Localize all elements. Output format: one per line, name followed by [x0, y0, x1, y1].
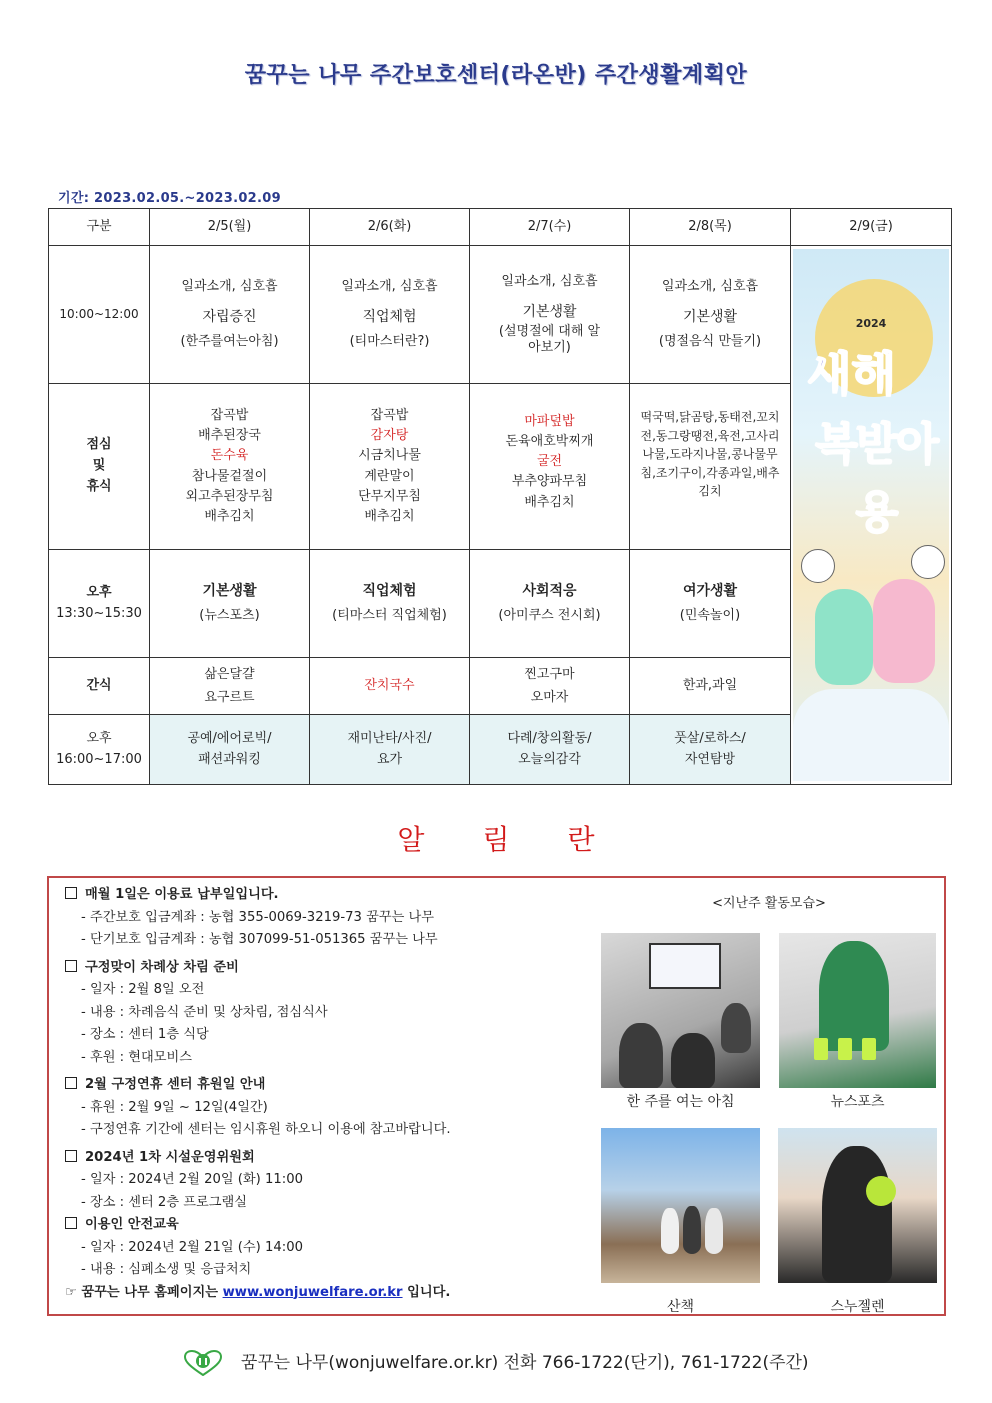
footer: [0, 1348, 992, 1376]
afternoon-main: 여가생활: [682, 582, 738, 599]
person-shape: [822, 1146, 892, 1283]
snack-mon: [150, 658, 310, 715]
morning-mon: [150, 246, 310, 384]
afternoon-sub: (뉴스포츠): [199, 608, 260, 624]
photo-walk: [601, 1128, 760, 1283]
checkbox-icon: [65, 1077, 77, 1089]
notice-list: [65, 884, 595, 1304]
notice-item: - 일자 : 2월 8일 오전: [81, 982, 205, 997]
notice-item: - 일자 : 2024년 2월 21일 (수) 14:00: [81, 1239, 304, 1255]
snack-thu: 한과,과일: [630, 658, 791, 715]
late-item: 오늘의감각: [518, 751, 581, 767]
photo-caption: 산책: [666, 1299, 695, 1315]
morning-intro: 일과소개, 심호흡: [341, 278, 438, 294]
person-shape: [705, 1208, 723, 1254]
photo-caption: 뉴스포츠: [830, 1094, 885, 1110]
afternoon-label: 오후: [86, 585, 112, 601]
morning-time: 10:00~12:00: [49, 246, 150, 384]
header-wed: 2/7(수): [470, 209, 630, 246]
lunch-label: [49, 384, 150, 550]
afternoon-main: 기본생활: [202, 582, 257, 599]
checkbox-icon: [65, 960, 77, 972]
person-shape: [671, 1033, 715, 1088]
snack-label: 간식: [49, 658, 150, 715]
lunch-mon: [150, 384, 310, 550]
notice-heading-holiday: [65, 1074, 595, 1097]
photo-caption: 한 주를 여는 아침: [626, 1094, 735, 1110]
lunch-tue: [310, 384, 470, 550]
notice-item: - 일자 : 2024년 2월 20일 (화) 11:00: [81, 1172, 304, 1187]
lunch-thu: 떡국떡,닭곰탕,동태전,꼬치전,동그랑땡전,육전,고사리나물,도라지나물,콩나물무침,조기구이,각종과일,배추김치: [630, 384, 791, 550]
snack-item: 삶은달걀: [204, 666, 255, 682]
menu-item: 외고추된장무침: [185, 488, 274, 504]
notice-heading-ancestral-table: [65, 957, 595, 980]
late-item: 요가: [376, 751, 403, 767]
morning-sub: (설명절에 대해 알아보기): [498, 323, 601, 356]
notice-item: - 단기보호 입금계좌 : 농협 307099-51-051365 꿈꾸는 나무: [81, 932, 438, 947]
late-mon: [150, 715, 310, 785]
afternoon-time: 13:30~15:30: [56, 605, 142, 621]
afternoon-mon: [150, 550, 310, 658]
afternoon-sub: (민속놀이): [679, 608, 741, 624]
notice-item: - 후원 : 현대모비스: [81, 1049, 192, 1065]
header-row: [49, 209, 952, 246]
photos-heading: <지난주 활동모습>: [712, 896, 826, 911]
lunch-label-2: 및: [92, 458, 106, 474]
menu-item: 배추김치: [204, 508, 255, 524]
snack-item: 찐고구마: [524, 666, 575, 682]
menu-item: 잡곡밥: [370, 408, 409, 424]
menu-item: 배추된장국: [198, 428, 261, 444]
morning-wed: [470, 246, 630, 384]
afternoon-tue: [310, 550, 470, 658]
photo-new-sports: [779, 933, 936, 1088]
footer-text: 꿈꾸는 나무(wonjuwelfare.or.kr) 전화 766-1722(단기), 761-1722(주간): [240, 1353, 809, 1373]
morning-intro: 일과소개, 심호흡: [181, 278, 278, 294]
notice-item: - 장소 : 센터 2층 프로그램실: [81, 1194, 247, 1210]
period-label: 기간: 2023.02.05.~2023.02.09: [58, 191, 281, 206]
page-title: 꿈꾸는 나무 주간보호센터(라온반) 주간생활계획안: [244, 63, 748, 88]
person-shape: [721, 1003, 751, 1053]
photo-caption: 스누젤렌: [830, 1299, 885, 1315]
menu-item-highlight: 감자탕: [370, 428, 409, 444]
cloud-shape: [793, 689, 949, 781]
late-time: 16:00~17:00: [56, 751, 142, 767]
late-item: 자연탐방: [684, 751, 736, 767]
green-dragon-icon: [815, 589, 873, 685]
notice-item: - 내용 : 차례음식 준비 및 상차림, 점심식사: [81, 1004, 328, 1020]
late-item: 다례/창의활동/: [507, 731, 592, 747]
morning-sub: (티마스터란?): [349, 334, 430, 350]
notice-heading: 알림란: [397, 823, 653, 856]
notice-heading-payment: [65, 884, 595, 907]
new-year-poster: [791, 246, 952, 785]
menu-item: 돈육애호박찌개: [505, 434, 594, 450]
checkbox-icon: [65, 1150, 77, 1162]
speech-bubble-icon: [911, 545, 945, 579]
speech-bubble-icon: [801, 549, 835, 583]
snack-item: 오마자: [530, 690, 569, 705]
poster-image: [793, 249, 949, 781]
menu-item: 배추김치: [364, 508, 415, 524]
photo-snoezelen: [778, 1128, 937, 1283]
afternoon-main: 사회적응: [522, 582, 577, 599]
header-thu: 2/8(목): [630, 209, 791, 246]
morning-sub: (명절음식 만들기): [658, 334, 762, 350]
header-tue: 2/6(화): [310, 209, 470, 246]
late-item: 패션과워킹: [198, 751, 261, 767]
menu-item-highlight: 마파덮밥: [524, 414, 575, 429]
pink-dragon-icon: [873, 579, 935, 683]
snack-item: 요구르트: [204, 690, 255, 705]
person-shape: [661, 1208, 679, 1254]
notice-heading-safety: [65, 1214, 595, 1237]
menu-item: 계란말이: [364, 468, 415, 484]
photo-morning-meeting: [601, 933, 760, 1088]
lunch-label-3: 휴식: [86, 478, 112, 494]
morning-intro: 일과소개, 심호흡: [501, 273, 598, 289]
morning-main: 기본생활: [522, 303, 577, 320]
late-item: 재미난타/사진/: [347, 731, 432, 747]
header-fri: 2/9(금): [791, 209, 952, 246]
snack-tue: 잔치국수: [310, 658, 470, 715]
poster-line-1: 새해: [807, 347, 896, 401]
menu-item-highlight: 굴전: [536, 454, 563, 470]
morning-main: 기본생활: [682, 308, 738, 325]
cups-shape: [809, 1038, 899, 1062]
notice-item: - 구정연휴 기간에 센터는 임시휴원 하오니 이용에 참고바랍니다.: [81, 1122, 451, 1137]
morning-sub: (한주를여는아침): [180, 334, 279, 350]
afternoon-main: 직업체험: [362, 582, 417, 599]
afternoon-thu: [630, 550, 791, 658]
poster-line-2: 복받아용: [815, 419, 937, 539]
menu-item-highlight: 돈수육: [210, 448, 249, 464]
ball-shape: [866, 1176, 896, 1206]
notice-title-text: 이용인 안전교육: [85, 1217, 179, 1232]
homepage-notice: [65, 1282, 595, 1305]
menu-item: 시금치나물: [358, 448, 421, 464]
menu-item: 참나물겉절이: [191, 468, 268, 484]
morning-row: [49, 246, 952, 384]
checkbox-icon: [65, 1217, 77, 1229]
notice-title-text: 2024년 1차 시설운영위원회: [85, 1149, 255, 1165]
tv-screen-shape: [649, 943, 721, 989]
lunch-label-1: 점심: [86, 437, 112, 453]
afternoon-time-label: [49, 550, 150, 658]
menu-item: 배추김치: [524, 494, 575, 510]
heart-logo-icon: [183, 1350, 223, 1376]
homepage-prefix: ☞ 꿈꾸는 나무 홈페이지는: [65, 1284, 223, 1300]
person-shape: [619, 1023, 663, 1088]
notice-heading-committee: [65, 1147, 595, 1170]
header-mon: 2/5(월): [150, 209, 310, 246]
notice-box: [47, 876, 946, 1316]
late-time-label: [49, 715, 150, 785]
morning-thu: [630, 246, 791, 384]
morning-tue: [310, 246, 470, 384]
notice-title-text: 2월 구정연휴 센터 휴원일 안내: [85, 1077, 266, 1092]
person-shape: [819, 941, 889, 1051]
homepage-suffix: 입니다.: [402, 1284, 451, 1300]
late-thu: [630, 715, 791, 785]
notice-title-text: 매월 1일은 이용료 납부일입니다.: [85, 887, 279, 902]
snack-wed: [470, 658, 630, 715]
notice-item: - 휴원 : 2월 9일 ~ 12일(4일간): [81, 1099, 268, 1115]
late-tue: [310, 715, 470, 785]
lunch-wed: [470, 384, 630, 550]
morning-main: 직업체험: [362, 308, 417, 325]
late-item: 풋살/로하스/: [674, 731, 746, 747]
person-shape: [683, 1206, 701, 1254]
afternoon-sub: (아미쿠스 전시회): [498, 608, 601, 624]
poster-year: 2024: [855, 317, 887, 330]
late-item: 공예/에어로빅/: [187, 731, 272, 747]
afternoon-sub: (티마스터 직업체험): [332, 608, 447, 624]
checkbox-icon: [65, 887, 77, 899]
afternoon-wed: [470, 550, 630, 658]
menu-item: 단무지무침: [358, 488, 421, 504]
homepage-link[interactable]: www.wonjuwelfare.or.kr: [222, 1284, 403, 1300]
late-wed: [470, 715, 630, 785]
morning-intro: 일과소개, 심호흡: [661, 278, 759, 294]
notice-title-text: 구정맞이 차례상 차림 준비: [85, 959, 239, 975]
header-category: 구분: [49, 209, 150, 246]
morning-main: 자립증진: [202, 308, 257, 325]
late-label: 오후: [86, 731, 112, 747]
notice-item: - 내용 : 심폐소생 및 응급처치: [81, 1262, 252, 1277]
notice-item: - 장소 : 센터 1층 식당: [81, 1027, 209, 1042]
weekly-schedule-table: [48, 208, 952, 785]
menu-item: 잡곡밥: [210, 408, 249, 424]
notice-item: - 주간보호 입금계좌 : 농협 355-0069-3219-73 꿈꾸는 나무: [81, 909, 434, 925]
menu-item: 부추양파무침: [511, 474, 588, 490]
